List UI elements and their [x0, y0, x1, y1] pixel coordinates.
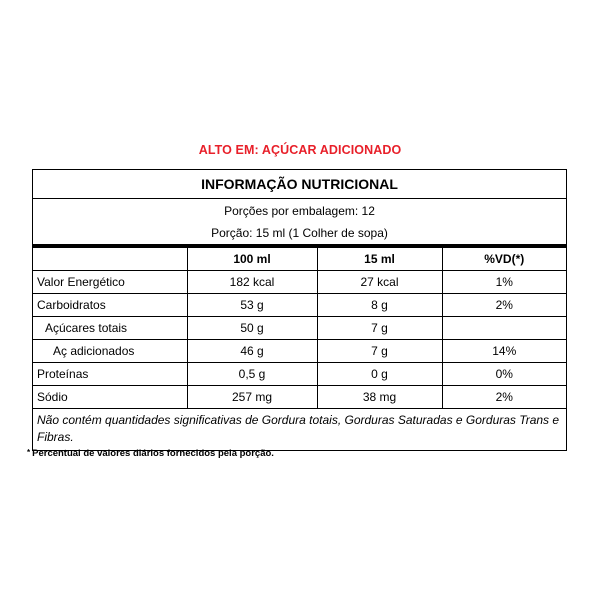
table-row	[33, 340, 566, 363]
row-label: Aç adicionados	[33, 340, 187, 363]
row-value-portion: 7 g	[317, 317, 442, 340]
row-value-100ml: 46 g	[187, 340, 317, 363]
table-row	[33, 317, 566, 340]
portion-size: Porção: 15 ml (1 Colher de sopa)	[211, 226, 388, 240]
footnote-marker: *	[27, 448, 31, 457]
row-value-dv: 14%	[442, 340, 566, 363]
row-value-100ml: 53 g	[187, 294, 317, 317]
row-value-dv: 0%	[442, 363, 566, 386]
nutrition-table	[33, 248, 566, 409]
daily-value-footnote	[27, 448, 274, 459]
header-per-portion: 15 ml	[317, 248, 442, 271]
row-value-portion: 8 g	[317, 294, 442, 317]
table-row	[33, 363, 566, 386]
row-value-portion: 38 mg	[317, 386, 442, 409]
header-daily-value: %VD(*)	[442, 248, 566, 271]
disclaimer-text: Não contém quantidades significativas de Gordura totais, Gorduras Saturadas e Gorduras Trans e Fibras.	[37, 413, 560, 444]
table-row	[33, 294, 566, 317]
row-label: Valor Energético	[33, 271, 187, 294]
row-value-100ml: 257 mg	[187, 386, 317, 409]
high-sugar-warning: ALTO EM: AÇÚCAR ADICIONADO	[198, 143, 402, 157]
row-value-dv: 1%	[442, 271, 566, 294]
row-label: Açúcares totais	[33, 317, 187, 340]
table-row	[33, 271, 566, 294]
portions-per-package: Porções por embalagem: 12	[224, 204, 375, 218]
row-value-dv: 2%	[442, 386, 566, 409]
row-value-100ml: 50 g	[187, 317, 317, 340]
row-value-portion: 27 kcal	[317, 271, 442, 294]
table-header-row	[33, 248, 566, 271]
footnote-text: Percentual de valores diários fornecidos pela porção.	[32, 448, 274, 459]
nutrition-facts-box	[32, 169, 567, 451]
row-value-portion: 7 g	[317, 340, 442, 363]
row-value-dv: 2%	[442, 294, 566, 317]
row-value-dv	[442, 317, 566, 340]
row-value-portion: 0 g	[317, 363, 442, 386]
table-row	[33, 386, 566, 409]
row-value-100ml: 0,5 g	[187, 363, 317, 386]
header-nutrient	[33, 248, 187, 271]
nutrition-title: INFORMAÇÃO NUTRICIONAL	[33, 170, 566, 199]
header-per-100ml: 100 ml	[187, 248, 317, 271]
row-label: Proteínas	[33, 363, 187, 386]
row-value-100ml: 182 kcal	[187, 271, 317, 294]
row-label: Carboidratos	[33, 294, 187, 317]
row-label: Sódio	[33, 386, 187, 409]
